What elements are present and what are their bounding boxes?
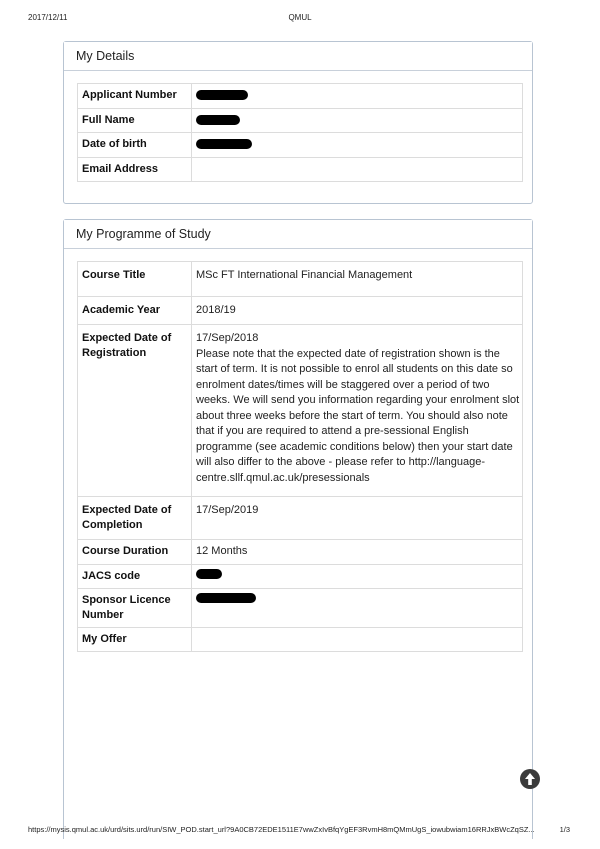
table-row: [78, 540, 523, 565]
print-date: 2017/12/11: [28, 13, 68, 22]
table-row: [78, 108, 523, 133]
print-site-title: QMUL: [288, 13, 312, 22]
course-duration-value: 12 Months: [192, 540, 523, 565]
print-footer: [0, 825, 600, 837]
print-url: https://mysis.qmul.ac.uk/urd/sits.urd/run/SIW_POD.start_url?9A0CB72EDE1511E7wwZxIvBfqYgEF3RvmH8mQMmUgS_iowubwiam16RRJxBWcZqSZ...: [28, 825, 535, 834]
registration-date: 17/Sep/2018: [196, 332, 259, 344]
table-row: [78, 325, 523, 497]
label-line: Completion: [82, 519, 143, 531]
jacs-code-value: [192, 564, 523, 588]
table-row: [78, 157, 523, 181]
date-of-birth-label: Date of birth: [78, 133, 192, 158]
table-row: [78, 564, 523, 588]
table-row: [78, 84, 523, 109]
label-line: Number: [82, 608, 124, 621]
academic-year-value: 2018/19: [192, 296, 523, 325]
date-of-birth-value: [192, 133, 523, 158]
print-header: [0, 13, 600, 25]
programme-table: [77, 261, 523, 652]
table-row: [78, 133, 523, 158]
redaction-mark: [196, 90, 248, 100]
arrow-up-icon: [520, 769, 540, 789]
table-row: [78, 296, 523, 325]
label-line: Expected Date of: [82, 332, 172, 344]
my-offer-label: My Offer: [78, 627, 192, 651]
course-title-value: MSc FT International Financial Management: [192, 262, 523, 297]
table-row: [78, 497, 523, 540]
email-address-value: [192, 157, 523, 181]
my-details-table: [77, 83, 523, 182]
course-duration-label: Course Duration: [78, 540, 192, 565]
redaction-mark: [196, 139, 252, 149]
label-line: Sponsor Licence: [82, 593, 171, 606]
table-row: [78, 627, 523, 651]
table-row: [78, 262, 523, 297]
programme-panel: [63, 219, 533, 839]
course-title-label: Course Title: [78, 262, 192, 297]
expected-completion-label: [78, 497, 192, 540]
academic-year-label: Academic Year: [78, 296, 192, 325]
full-name-label: Full Name: [78, 108, 192, 133]
redaction-mark: [196, 569, 222, 579]
redaction-mark: [196, 593, 256, 603]
redaction-mark: [196, 115, 240, 125]
programme-heading: My Programme of Study: [64, 220, 532, 249]
label-line: Registration: [82, 347, 147, 359]
expected-registration-value: [192, 325, 523, 497]
label-line: Expected Date of: [82, 504, 172, 516]
my-offer-value: [192, 627, 523, 651]
scroll-to-top-button[interactable]: [520, 769, 540, 789]
sponsor-licence-value: [192, 588, 523, 627]
full-name-value: [192, 108, 523, 133]
sponsor-licence-label: [78, 588, 192, 627]
page-counter: 1/3: [559, 825, 570, 834]
expected-registration-label: [78, 325, 192, 497]
jacs-code-label: JACS code: [78, 564, 192, 588]
applicant-number-label: Applicant Number: [78, 84, 192, 109]
applicant-number-value: [192, 84, 523, 109]
table-row: [78, 588, 523, 627]
email-address-label: Email Address: [78, 157, 192, 181]
expected-completion-value: 17/Sep/2019: [192, 497, 523, 540]
my-details-panel: [63, 41, 533, 204]
registration-note: Please note that the expected date of registration shown is the start of term. It is not possible to enrol all students on this date so enrolment dates/times will be staggered over a period of two weeks. We will send you information regarding your enrolment slot about three weeks before the start of term. You should also note that if you are required to attend a pre-sessional English programme (see academic conditions below) then your start date will also differ to the above - please refer to http://language-centre.sllf.qmul.ac.uk/presessionals: [196, 347, 520, 484]
my-details-heading: My Details: [64, 42, 532, 71]
